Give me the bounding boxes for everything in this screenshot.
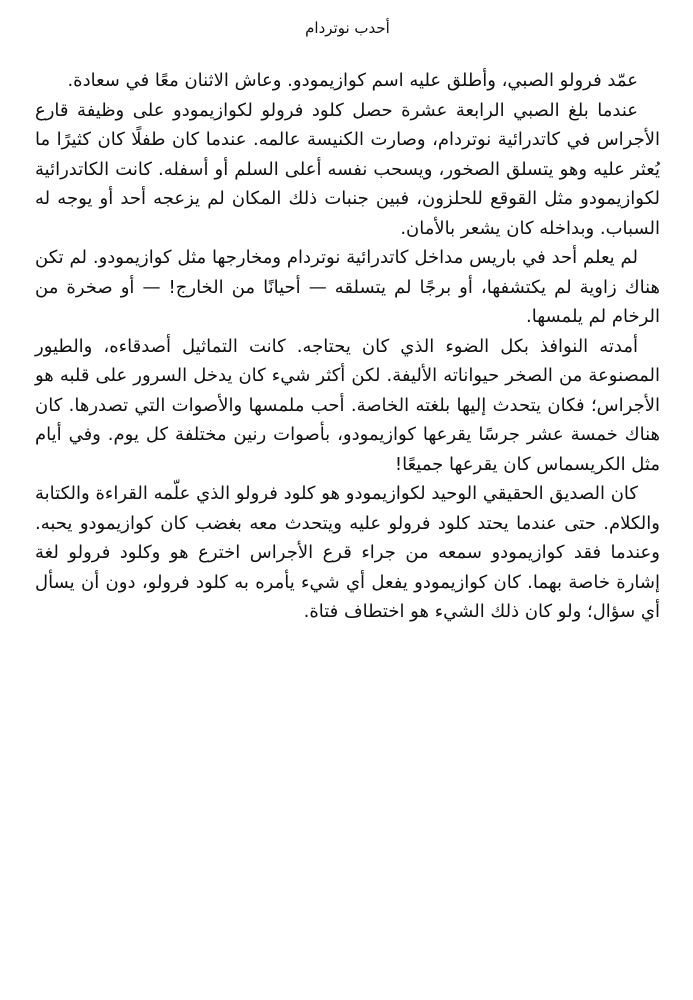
paragraph-3: لم يعلم أحد في باريس مداخل كاتدرائية نوتردام ومخارجها مثل كوازيمودو. لم تكن هناك زاوية لم يكتشفها، أو برجًا لم يتسلقه — أحيانًا من الخارج! — أو صخرة من الرخام لم يلمسها. [35, 247, 660, 327]
paragraph-2: عندما بلغ الصبي الرابعة عشرة حصل كلود فرولو لكوازيمودو على وظيفة قارع الأجراس في كاتدرائية نوتردام، وصارت الكنيسة عالمه. عندما كان طفلًا كان كثيرًا ما يُعثر عليه وهو يتسلق الصخور، ويسحب نفسه أعلى السلم أو أسفله. كانت الكاتدرائية لكوازيمودو مثل القوقع للحلزون، فبين جنبات ذلك المكان لم يزعجه أحد أو يوجه له السباب. وبداخله كان يشعر بالأمان. [35, 99, 660, 239]
paragraph-4: أمدته النوافذ بكل الضوء الذي كان يحتاجه. كانت التماثيل أصدقاءه، والطيور المصنوعة من الصخر حيواناته الأليفة. لكن أكثر شيء كان يدخل السرور على قلبه هو الأجراس؛ فكان يتحدث إليها بلغته الخاصة. أحب ملمسها والأصوات التي تصدرها. كان هناك خمسة عشر جرسًا يقرعها كوازيمودو، بأصوات رنين مختلفة كل يوم. وفي أيام مثل الكريسماس كان يقرعها جميعًا! [35, 335, 660, 475]
paragraph-1: عمّد فرولو الصبي، وأطلق عليه اسم كوازيمودو. وعاش الاثنان معًا في سعادة. [67, 70, 638, 91]
document-title: أحدب نوتردام [305, 19, 390, 37]
document-body [35, 66, 660, 627]
paragraph-5: كان الصديق الحقيقي الوحيد لكوازيمودو هو كلود فرولو الذي علّمه القراءة والكتابة والكلام. حتى عندما يحتد كلود فرولو عليه ويتحدث معه بغضب كان كوازيمودو يحبه. وعندما فقد كوازيمودو سمعه من جراء قرع الأجراس اخترع هو وكلود فرولو لغة إشارة خاصة بهما. كان كوازيمودو يفعل أي شيء يأمره به كلود فرولو، دون أن يسأل أي سؤال؛ ولو كان ذلك الشيء هو اختطاف فتاة. [35, 483, 660, 622]
